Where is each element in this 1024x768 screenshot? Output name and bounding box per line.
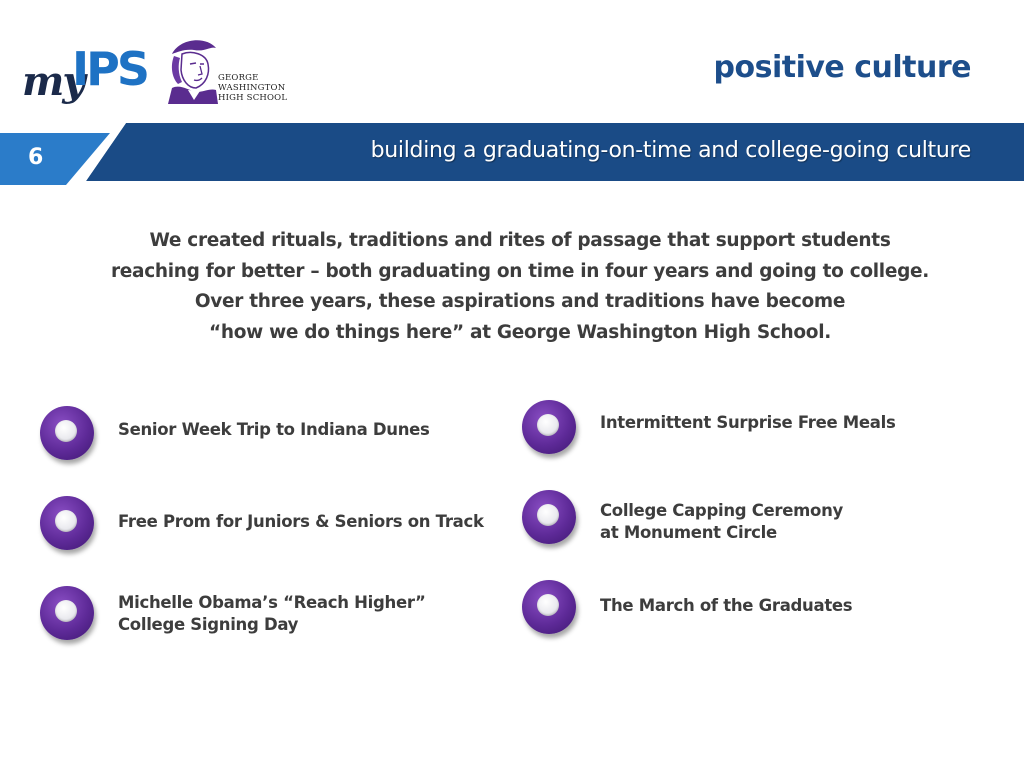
purple-ring-bullet-icon — [522, 400, 576, 454]
list-item-line: College Capping Ceremony — [600, 501, 843, 520]
list-item-line: Senior Week Trip to Indiana Dunes — [118, 420, 430, 439]
purple-ring-bullet-icon — [40, 586, 94, 640]
list-item-line: Intermittent Surprise Free Meals — [600, 413, 896, 432]
myips-logo — [22, 42, 150, 108]
school-name — [218, 73, 287, 103]
intro-paragraph — [60, 226, 980, 348]
school-name-line: HIGH SCHOOL — [218, 93, 288, 103]
purple-ring-bullet-icon — [522, 490, 576, 544]
myips-logo-ips: IPS — [72, 42, 147, 96]
list-item-text — [118, 419, 430, 441]
purple-ring-bullet-icon — [522, 580, 576, 634]
purple-ring-bullet-icon — [40, 406, 94, 460]
list-item-line: College Signing Day — [118, 615, 299, 634]
school-name-line: GEORGE — [218, 73, 259, 83]
george-washington-crest-logo — [166, 34, 220, 104]
intro-line: “how we do things here” at George Washington High School. — [209, 321, 831, 343]
intro-line: We created rituals, traditions and rites of passage that support students — [149, 230, 891, 251]
list-item-line: The March of the Graduates — [600, 596, 853, 615]
school-name-line: WASHINGTON — [218, 83, 286, 93]
list-item-text — [600, 500, 843, 544]
intro-line: reaching for better – both graduating on time in four years and going to college. — [110, 260, 930, 282]
list-item-text — [600, 412, 896, 434]
section-title: positive culture — [713, 50, 971, 85]
list-item-line: Free Prom for Juniors & Seniors on Track — [118, 512, 484, 531]
list-item-text — [600, 595, 852, 617]
list-item-text — [118, 511, 484, 533]
list-item-line: at Monument Circle — [600, 523, 777, 542]
list-item-text — [118, 592, 426, 636]
list-item-line: Michelle Obama’s “Reach Higher” — [118, 593, 426, 612]
page-number: 6 — [28, 145, 44, 170]
banner-subtitle: building a graduating-on-time and college-going culture — [370, 138, 971, 163]
myips-logo-my: my — [22, 58, 84, 105]
intro-line: Over three years, these aspirations and traditions have become — [194, 291, 846, 312]
purple-ring-bullet-icon — [40, 496, 94, 550]
